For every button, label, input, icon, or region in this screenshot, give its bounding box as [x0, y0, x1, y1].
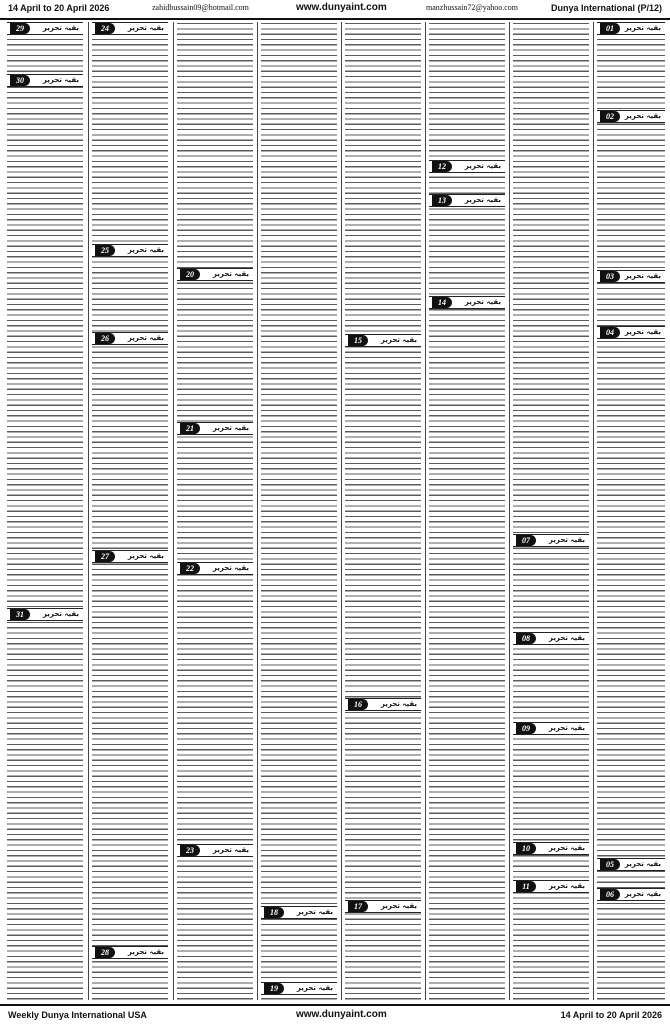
column-divider	[593, 22, 594, 1000]
column-text	[7, 22, 83, 1000]
section-number: 17	[348, 901, 368, 912]
article-column	[260, 22, 338, 1000]
continuation-label: بقیہ تحریر	[624, 328, 661, 336]
section-number: 29	[10, 23, 30, 34]
continuation-label: بقیہ تحریر	[624, 272, 661, 280]
page-header	[0, 0, 670, 20]
section-number: 24	[95, 23, 115, 34]
continuation-heading	[513, 632, 589, 645]
section-number: 18	[264, 907, 284, 918]
section-number: 01	[600, 23, 620, 34]
continuation-label: بقیہ تحریر	[624, 24, 661, 32]
section-number: 04	[600, 327, 620, 338]
continuation-label: بقیہ تحریر	[624, 860, 661, 868]
column-divider	[425, 22, 426, 1000]
continuation-heading	[261, 982, 337, 995]
continuation-heading	[513, 722, 589, 735]
footer-website[interactable]: www.dunyaint.com	[296, 1009, 387, 1020]
continuation-heading	[345, 698, 421, 711]
continuation-heading	[513, 534, 589, 547]
continuation-heading	[177, 562, 253, 575]
continuation-heading	[429, 160, 505, 173]
continuation-label: بقیہ تحریر	[464, 162, 501, 170]
continuation-label: بقیہ تحریر	[548, 844, 585, 852]
continuation-label: بقیہ تحریر	[212, 424, 249, 432]
continuation-heading	[597, 22, 665, 35]
continuation-label: بقیہ تحریر	[464, 196, 501, 204]
continuation-label: بقیہ تحریر	[380, 336, 417, 344]
continuation-heading	[597, 326, 665, 339]
continuation-heading	[92, 22, 168, 35]
continuation-heading	[177, 422, 253, 435]
column-text	[261, 22, 337, 1000]
section-number: 20	[180, 269, 200, 280]
continuation-heading	[597, 110, 665, 123]
continuation-label: بقیہ تحریر	[548, 724, 585, 732]
continuation-label: بقیہ تحریر	[127, 246, 164, 254]
continuation-label: بقیہ تحریر	[624, 890, 661, 898]
section-number: 25	[95, 245, 115, 256]
section-number: 30	[10, 75, 30, 86]
section-number: 15	[348, 335, 368, 346]
column-divider	[509, 22, 510, 1000]
continuation-heading	[92, 550, 168, 563]
continuation-label: بقیہ تحریر	[548, 536, 585, 544]
header-email-left[interactable]: zahidbussain09@hotmail.com	[152, 3, 249, 12]
continuation-heading	[429, 194, 505, 207]
continuation-heading	[513, 880, 589, 893]
continuation-heading	[345, 334, 421, 347]
continuation-label: بقیہ تحریر	[212, 846, 249, 854]
article-column	[428, 22, 506, 1000]
continuation-heading	[177, 844, 253, 857]
article-column	[176, 22, 254, 1000]
section-number: 28	[95, 947, 115, 958]
continuation-label: بقیہ تحریر	[380, 700, 417, 708]
continuation-label: بقیہ تحریر	[127, 948, 164, 956]
section-number: 07	[516, 535, 536, 546]
section-number: 12	[432, 161, 452, 172]
continuation-heading	[513, 842, 589, 855]
continuation-heading	[7, 608, 83, 621]
continuation-label: بقیہ تحریر	[296, 908, 333, 916]
section-number: 05	[600, 859, 620, 870]
column-divider	[341, 22, 342, 1000]
article-column	[91, 22, 169, 1000]
page-footer	[0, 1004, 670, 1026]
section-number: 31	[10, 609, 30, 620]
section-number: 03	[600, 271, 620, 282]
section-number: 10	[516, 843, 536, 854]
header-date: 14 April to 20 April 2026	[8, 3, 110, 13]
column-divider	[173, 22, 174, 1000]
column-text	[92, 22, 168, 1000]
continuation-heading	[177, 268, 253, 281]
continuation-heading	[92, 244, 168, 257]
article-column	[6, 22, 84, 1000]
continuation-heading	[7, 74, 83, 87]
continuation-heading	[92, 332, 168, 345]
section-number: 14	[432, 297, 452, 308]
footer-publication: Weekly Dunya International USA	[8, 1010, 147, 1020]
continuation-label: بقیہ تحریر	[212, 564, 249, 572]
continuation-heading	[597, 858, 665, 871]
section-number: 09	[516, 723, 536, 734]
continuation-label: بقیہ تحریر	[380, 902, 417, 910]
continuation-label: بقیہ تحریر	[127, 24, 164, 32]
section-number: 23	[180, 845, 200, 856]
section-number: 27	[95, 551, 115, 562]
continuation-label: بقیہ تحریر	[296, 984, 333, 992]
continuation-heading	[345, 900, 421, 913]
continuation-heading	[7, 22, 83, 35]
section-number: 08	[516, 633, 536, 644]
footer-date: 14 April to 20 April 2026	[560, 1010, 662, 1020]
column-divider	[88, 22, 89, 1000]
section-number: 02	[600, 111, 620, 122]
header-page-title: Dunya International (P/12)	[550, 3, 662, 13]
section-number: 16	[348, 699, 368, 710]
header-website[interactable]: www.dunyaint.com	[296, 2, 387, 13]
section-number: 22	[180, 563, 200, 574]
continuation-label: بقیہ تحریر	[212, 270, 249, 278]
continuation-heading	[261, 906, 337, 919]
column-divider	[257, 22, 258, 1000]
column-text	[345, 22, 421, 1000]
continuation-label: بقیہ تحریر	[548, 882, 585, 890]
continuation-label: بقیہ تحریر	[127, 334, 164, 342]
section-number: 11	[516, 881, 536, 892]
article-column	[596, 22, 666, 1000]
section-number: 19	[264, 983, 284, 994]
section-number: 13	[432, 195, 452, 206]
header-email-right[interactable]: manzhussain72@yahoo.com	[426, 3, 519, 12]
continuation-label: بقیہ تحریر	[42, 24, 79, 32]
section-number: 26	[95, 333, 115, 344]
continuation-heading	[597, 888, 665, 901]
continuation-label: بقیہ تحریر	[624, 112, 661, 120]
continuation-label: بقیہ تحریر	[464, 298, 501, 306]
section-number: 06	[600, 889, 620, 900]
continuation-label: بقیہ تحریر	[42, 76, 79, 84]
column-text	[597, 22, 665, 1000]
continuation-heading	[429, 296, 505, 309]
article-column	[512, 22, 590, 1000]
continuation-label: بقیہ تحریر	[548, 634, 585, 642]
article-column	[344, 22, 422, 1000]
continuation-heading	[597, 270, 665, 283]
continuation-heading	[92, 946, 168, 959]
continuation-label: بقیہ تحریر	[127, 552, 164, 560]
continuation-label: بقیہ تحریر	[42, 610, 79, 618]
section-number: 21	[180, 423, 200, 434]
